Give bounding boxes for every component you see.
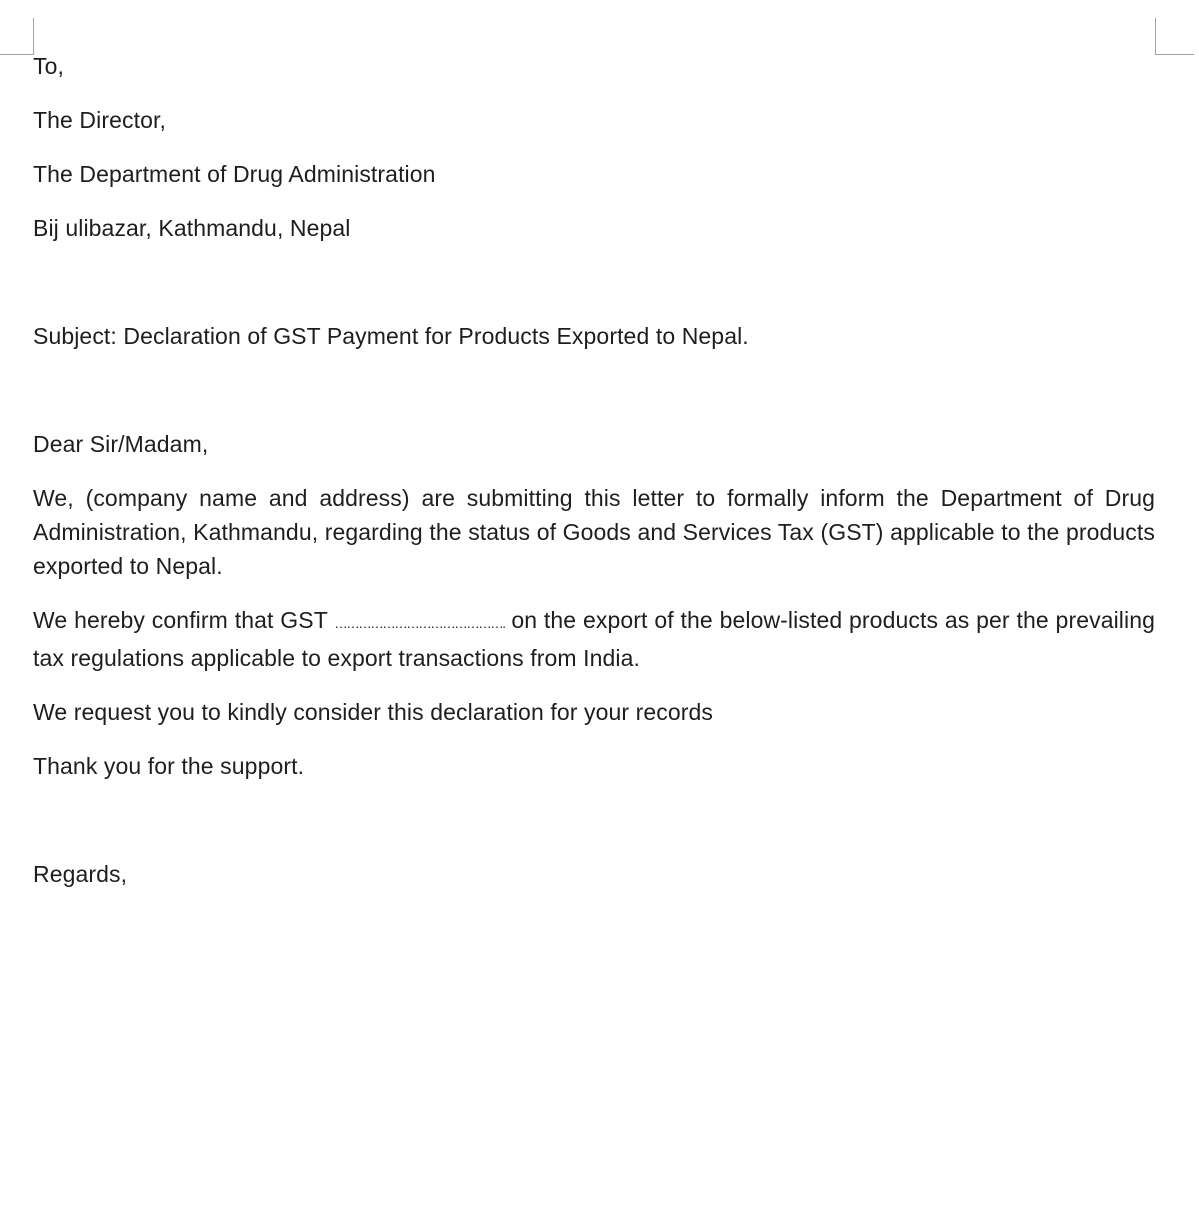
recipient-line-department: The Department of Drug Administration bbox=[33, 161, 436, 187]
recipient-line-address: Bij ulibazar, Kathmandu, Nepal bbox=[33, 215, 351, 241]
recipient-line-director: The Director, bbox=[33, 107, 166, 133]
closing: Regards, bbox=[33, 861, 128, 887]
request-line: We request you to kindly consider this declaration for your records bbox=[33, 699, 713, 725]
recipient-line-to: To, bbox=[33, 53, 64, 79]
blank-paragraph bbox=[33, 803, 1155, 837]
paragraph-intro: We, (company name and address) are submitting this letter to formally inform the Department of Drug Administration, Kathmandu, regarding the status of Goods and Services Tax (GST) applicable to the products exported to Nepal. bbox=[33, 485, 1155, 579]
text-boundary-mark-top-left bbox=[0, 18, 34, 55]
text-boundary-mark-top-right bbox=[1155, 18, 1194, 55]
gst-confirmation-prefix: We hereby confirm that GST bbox=[33, 607, 328, 633]
blank-paragraph bbox=[33, 373, 1155, 407]
gst-confirmation-suffix: on the export of the below-listed products as per the prevailing tax regulations applicable to export transactions from India. bbox=[33, 607, 1155, 671]
blank-paragraph bbox=[33, 265, 1155, 299]
salutation: Dear Sir/Madam, bbox=[33, 431, 209, 457]
thanks-line: Thank you for the support. bbox=[33, 753, 305, 779]
subject-line: Subject: Declaration of GST Payment for Products Exported to Nepal. bbox=[33, 323, 749, 349]
letter-document[interactable] bbox=[33, 49, 1155, 911]
paragraph-gst-confirmation bbox=[33, 603, 1155, 675]
gst-blank-dotted-line: ……………………………………. bbox=[334, 616, 505, 631]
